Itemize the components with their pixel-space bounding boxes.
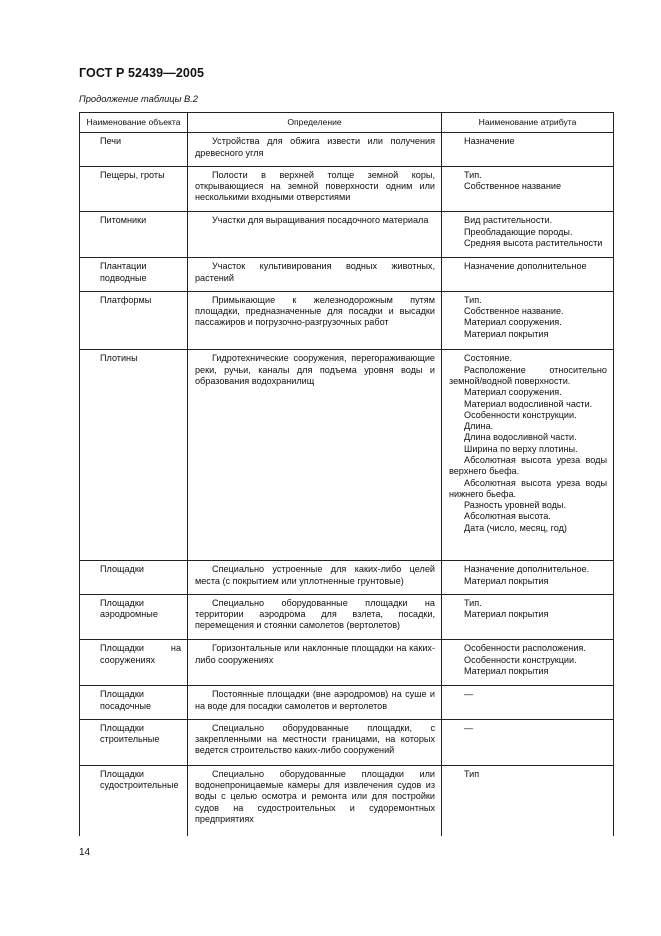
attribute-item: Материал покрытия (464, 328, 549, 339)
attribute-item: Вид растительности. (464, 215, 553, 226)
attribute-item: Назначение (464, 136, 515, 147)
column-header-attribute: Наименование атрибута (442, 113, 614, 133)
attribute-item: Дата (число, месяц, год) (464, 522, 567, 533)
column-header-object: Наименование объекта (80, 113, 188, 133)
object-name-cell: Площадки посадочные (80, 686, 188, 719)
object-name-cell: Площадки аэродромные (80, 594, 188, 640)
table-body (80, 133, 614, 836)
attribute-cell (442, 594, 614, 640)
table-row (80, 640, 614, 686)
table-row (80, 291, 614, 350)
attribute-cell (442, 719, 614, 765)
object-name-cell: Площадки строительные (80, 719, 188, 765)
attribute-cell (442, 258, 614, 291)
definition-cell: Специально оборудованные площадки, с закрепленными на местности границами, на которых ведется строительство каких-либо сооружений (188, 719, 442, 765)
attribute-item: Длина. (464, 421, 494, 432)
table-row (80, 686, 614, 719)
table-row (80, 350, 614, 561)
attribute-cell (442, 350, 614, 561)
attribute-item: Ширина по верху плотины. (464, 443, 578, 454)
attribute-cell (442, 765, 614, 836)
table-caption: Продолжение таблицы В.2 (79, 94, 198, 104)
table-row (80, 133, 614, 166)
attribute-item: Собственное название. (464, 305, 564, 316)
attribute-item: Особенности конструкции. (464, 409, 577, 420)
definition-cell: Гидротехнические сооружения, перегораживающие реки, ручьи, каналы для подъема уровня воды и образования водохранилищ (188, 350, 442, 561)
attribute-item: Тип. (464, 169, 482, 180)
attribute-item: Назначение дополнительное (464, 261, 587, 272)
attribute-item: Назначение дополнительное. (464, 564, 590, 575)
object-name-cell: Питомники (80, 212, 188, 258)
object-name-cell: Плотины (80, 350, 188, 561)
attribute-item: Разность уровней воды. (464, 500, 566, 511)
definition-cell: Полости в верхней толще земной коры, открывающиеся на земной поверхности одним или несколькими входными отверстиями (188, 166, 442, 212)
attribute-cell (442, 212, 614, 258)
table-row (80, 594, 614, 640)
definition-cell: Участки для выращивания посадочного материала (188, 212, 442, 258)
attribute-item: Тип (464, 768, 480, 779)
table-row (80, 212, 614, 258)
attribute-item: Тип. (464, 294, 482, 305)
attribute-item: — (464, 722, 474, 733)
object-name-cell: Плантации подводные (80, 258, 188, 291)
attribute-item: Собственное название (464, 180, 562, 191)
object-name-cell: Площадки судостроительные (80, 765, 188, 836)
attribute-item: Материал покрытия (464, 575, 549, 586)
attribute-item: — (464, 689, 474, 700)
attribute-item: Абсолютная высота. (464, 511, 551, 522)
table-row (80, 765, 614, 836)
table-row (80, 166, 614, 212)
object-name-cell: Пещеры, гроты (80, 166, 188, 212)
definition-cell: Специально оборудованные площадки или водонепроницаемые камеры для извлечения судов из воды с целью осмотра и ремонта или для постройки судов на судостроительных и судоремонтных предприятиях (188, 765, 442, 836)
page-number: 14 (79, 847, 91, 858)
table-row (80, 258, 614, 291)
definition-cell: Устройства для обжига извести или получения древесного угля (188, 133, 442, 166)
table-header-row (80, 113, 614, 133)
attribute-item: Абсолютная высота уреза воды нижнего бьефа. (449, 477, 607, 499)
definition-cell: Горизонтальные или наклонные площадки на каких-либо сооружениях (188, 640, 442, 686)
table-row (80, 719, 614, 765)
attribute-cell (442, 561, 614, 594)
attribute-item: Материал сооружения. (464, 317, 562, 328)
attribute-item: Расположение относительно земной/водной поверхности. (449, 364, 607, 386)
table-row (80, 561, 614, 594)
attribute-item: Состояние. (464, 353, 512, 364)
document-title: ГОСТ Р 52439—2005 (79, 66, 205, 80)
definition-cell: Специально оборудованные площадки на территории аэродрома для взлета, посадки, перемещения и стоянки самолетов (вертолетов) (188, 594, 442, 640)
attribute-item: Материал покрытия (464, 666, 549, 677)
object-name-cell: Печи (80, 133, 188, 166)
column-header-definition: Определение (188, 113, 442, 133)
definition-cell: Специально устроенные для каких-либо целей места (с покрытием или уплотненные грунтовые) (188, 561, 442, 594)
attribute-item: Преобладающие породы. (464, 226, 573, 237)
definition-cell: Постоянные площадки (вне аэродромов) на суше и на воде для посадки самолетов и вертолетов (188, 686, 442, 719)
definitions-table (79, 112, 614, 836)
attribute-item: Особенности расположения. (464, 643, 586, 654)
attribute-item: Абсолютная высота уреза воды верхнего бьефа. (449, 454, 607, 477)
definition-cell: Участок культивирования водных животных, растений (188, 258, 442, 291)
object-name-cell: Площадки (80, 561, 188, 594)
attribute-cell (442, 291, 614, 350)
attribute-item: Средняя высота растительности (464, 238, 603, 249)
attribute-cell (442, 166, 614, 212)
attribute-item: Материал водосливной части. (464, 398, 593, 409)
attribute-cell (442, 640, 614, 686)
attribute-item: Особенности конструкции. (464, 654, 577, 665)
object-name-cell: Платформы (80, 291, 188, 350)
object-name-cell: Площадки на сооружениях (80, 640, 188, 686)
definition-cell: Примыкающие к железнодорожным путям площадки, предназначенные для посадки и высадки пассажиров и погрузочно-разгрузочных работ (188, 291, 442, 350)
attribute-item: Тип. (464, 597, 482, 608)
attribute-item: Материал сооружения. (464, 387, 562, 398)
attribute-item: Длина водосливной части. (464, 432, 577, 443)
attribute-item: Материал покрытия (464, 608, 549, 619)
attribute-cell (442, 133, 614, 166)
attribute-cell (442, 686, 614, 719)
